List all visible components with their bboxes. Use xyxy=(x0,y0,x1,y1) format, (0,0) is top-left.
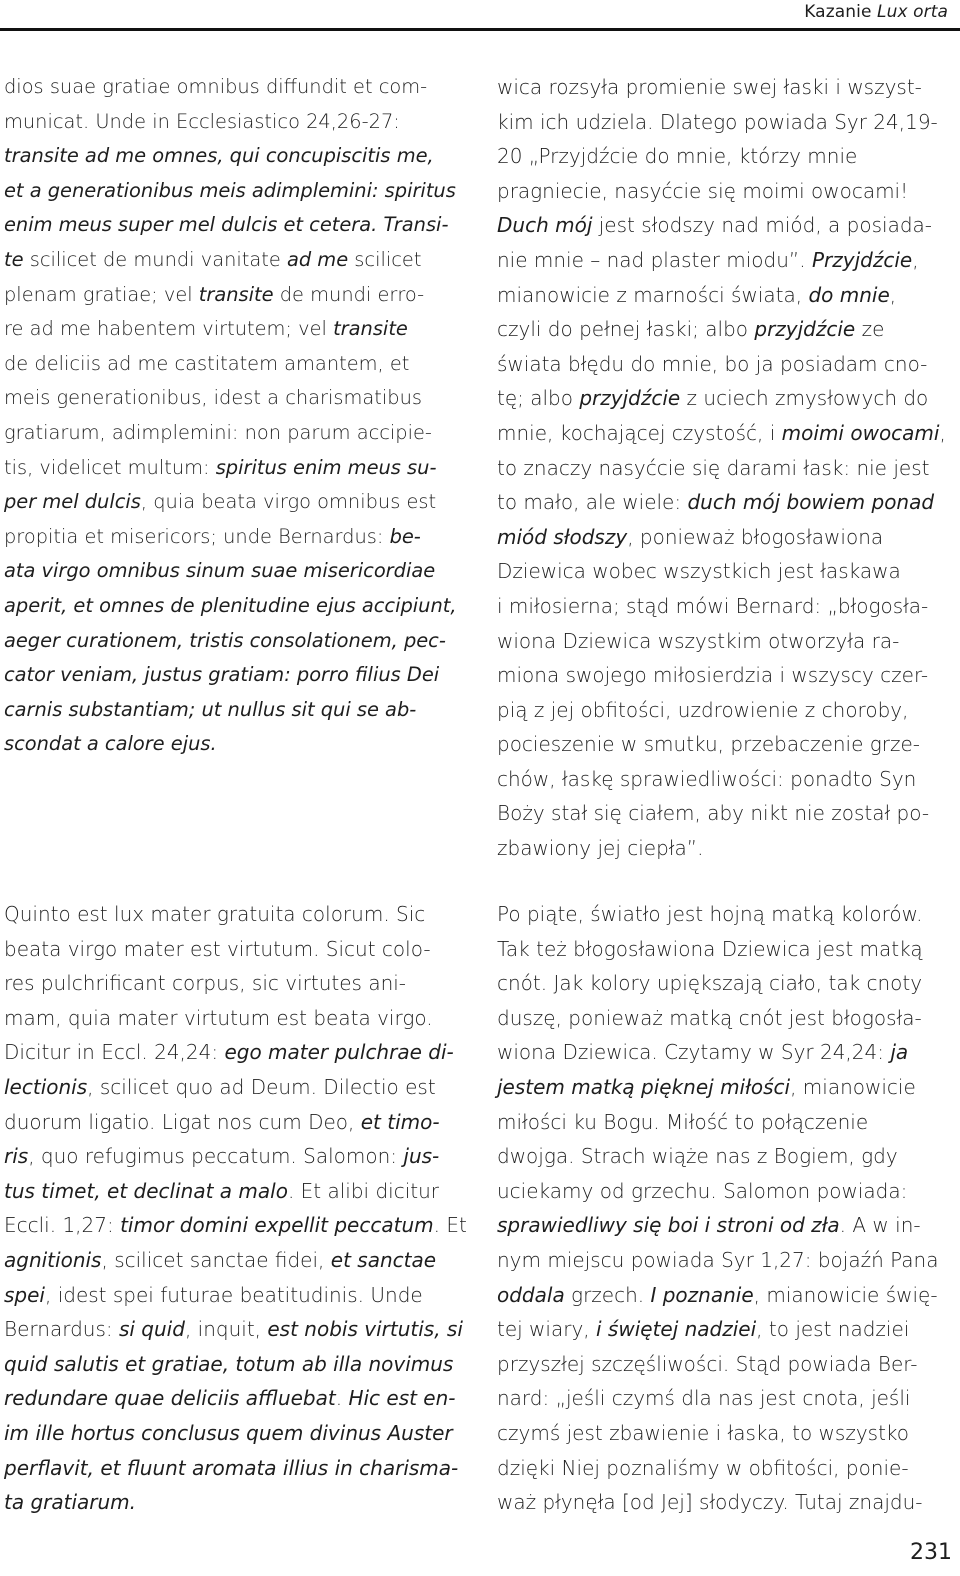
text-segment: Bernardus: xyxy=(4,1317,119,1342)
italic-segment: timor domini expellit peccatum xyxy=(120,1213,434,1238)
text-segment: dwojga. Strach wiąże nas z Bogiem, gdy xyxy=(497,1144,898,1169)
text-segment: . Et xyxy=(433,1213,467,1238)
text-segment: duorum ligatio. Ligat nos cum Deo, xyxy=(4,1109,361,1134)
text-segment: gratiarum, adimplemini: non parum accipie- xyxy=(4,420,432,444)
latin-column-2 xyxy=(4,897,474,1520)
text-segment: wiona Dziewica wszystkim otworzyła ra- xyxy=(497,628,900,653)
text-line xyxy=(497,278,957,313)
text-segment: propitia et misericors; unde Bernardus: xyxy=(4,524,390,548)
italic-segment: jus- xyxy=(403,1144,440,1169)
text-line xyxy=(4,897,474,932)
text-segment: mam, quia mater virtutum est beata virgo. xyxy=(4,1005,433,1030)
text-segment: res pulchrificant corpus, sic virtutes ani- xyxy=(4,971,407,996)
text-line xyxy=(497,105,957,140)
text-line xyxy=(497,966,957,1001)
text-segment: , quia beata virgo omnibus est xyxy=(140,490,437,514)
text-line xyxy=(497,174,957,209)
text-line xyxy=(497,554,957,589)
text-line xyxy=(4,70,474,105)
italic-segment: per mel dulcis xyxy=(4,490,141,514)
text-segment: , quo refugimus peccatum. Salomon: xyxy=(28,1144,404,1169)
text-segment: , xyxy=(889,282,897,307)
text-segment: z uciech zmysłowych do xyxy=(680,386,929,411)
text-line xyxy=(497,208,957,243)
text-segment: tej wiary, xyxy=(497,1317,597,1342)
italic-segment: transite ad me omnes, qui concupiscitis me, xyxy=(4,144,434,168)
text-line xyxy=(4,312,474,347)
text-line xyxy=(497,589,957,624)
text-line xyxy=(4,1347,474,1382)
text-line xyxy=(497,1485,957,1520)
text-segment: Dziewica wobec wszystkich jest łaskawa xyxy=(497,559,901,584)
text-line xyxy=(497,243,957,278)
text-segment: beata virgo mater est virtutum. Sicut colo- xyxy=(4,936,431,961)
italic-segment: sprawiedliwy się boi i stroni od zła xyxy=(497,1213,840,1238)
italic-segment: ris xyxy=(4,1144,29,1169)
text-line xyxy=(4,174,474,209)
italic-segment: quid salutis et gratiae, totum ab illa novimus xyxy=(4,1351,454,1376)
text-line xyxy=(4,278,474,313)
text-segment: mianowicie z marności świata, xyxy=(497,282,809,307)
text-line xyxy=(4,658,474,693)
text-line xyxy=(497,1001,957,1036)
text-line xyxy=(497,1243,957,1278)
text-line xyxy=(497,312,957,347)
italic-segment: enim meus super mel dulcis et cetera. Transi- xyxy=(4,213,449,237)
italic-segment: ata virgo omnibus sinum suae misericordiae xyxy=(4,559,436,583)
text-segment: municat. Unde in Ecclesiastico 24,26-27: xyxy=(4,109,400,133)
text-line xyxy=(4,381,474,416)
text-line xyxy=(4,1208,474,1243)
text-line xyxy=(4,1001,474,1036)
text-line xyxy=(4,1451,474,1486)
running-header xyxy=(804,2,948,22)
polish-column-2 xyxy=(497,897,957,1520)
text-segment: de mundi erro- xyxy=(273,282,425,306)
text-segment: to mało, ale wiele: xyxy=(497,490,688,515)
text-segment: , to jest nadziei xyxy=(756,1317,910,1342)
text-segment: , xyxy=(912,247,919,272)
latin-column-1 xyxy=(4,70,474,762)
text-line xyxy=(4,416,474,451)
page-number: 231 xyxy=(910,1540,952,1565)
text-segment: przyszłej szczęśliwości. Stąd powiada Ber- xyxy=(497,1351,918,1376)
text-line xyxy=(4,1139,474,1174)
italic-segment: Przyjdźcie xyxy=(812,247,913,272)
text-line xyxy=(4,589,474,624)
italic-segment: scondat a calore ejus. xyxy=(4,732,217,756)
text-line xyxy=(497,693,957,728)
text-line xyxy=(4,554,474,589)
header-rule xyxy=(0,28,960,31)
text-segment: grzech. xyxy=(564,1282,651,1307)
italic-segment: redundare quae deliciis affluebat xyxy=(4,1386,336,1411)
text-segment: . Et alibi dicitur xyxy=(287,1178,440,1203)
text-segment: scilicet xyxy=(348,247,422,271)
italic-segment: Duch mój xyxy=(497,213,593,238)
text-line xyxy=(497,1208,957,1243)
italic-segment: aeger curationem, tristis consolationem, pec- xyxy=(4,628,446,652)
text-segment: , inquit, xyxy=(184,1317,268,1342)
italic-segment: transite xyxy=(198,282,274,306)
text-segment: . xyxy=(335,1386,349,1411)
italic-segment: lectionis xyxy=(4,1074,88,1099)
text-segment: . A w in- xyxy=(839,1213,921,1238)
text-line xyxy=(497,70,957,105)
header-title-italic: Lux orta xyxy=(877,2,948,22)
text-segment: chów, łaskę sprawiedliwości: ponadto Syn xyxy=(497,766,917,791)
text-line xyxy=(497,485,957,520)
italic-segment: be- xyxy=(389,524,421,548)
text-segment: wica rozsyła promienie swej łaski i wszyst- xyxy=(497,75,922,99)
text-segment: dios suae gratiae omnibus diffundit et com- xyxy=(4,75,428,98)
text-line xyxy=(497,139,957,174)
text-segment: to znaczy nasyćcie się darami łask: nie jest xyxy=(497,455,930,480)
italic-segment: transite xyxy=(333,317,408,341)
text-line xyxy=(497,624,957,659)
italic-segment: przyjdźcie xyxy=(754,317,856,342)
text-line xyxy=(497,1451,957,1486)
text-segment: waż płynęła [od Jej] słodyczy. Tutaj znajdu- xyxy=(497,1490,923,1515)
italic-segment: aperit, et omnes de plenitudine ejus accipiunt, xyxy=(4,593,457,617)
text-line xyxy=(4,1174,474,1209)
text-line xyxy=(4,208,474,243)
text-segment: Eccli. 1,27: xyxy=(4,1213,121,1238)
italic-segment: i świętej nadziei xyxy=(596,1317,757,1342)
text-segment: pocieszenie w smutku, przebaczenie grze- xyxy=(497,732,921,757)
text-segment: mnie, kochającej czystość, i xyxy=(497,420,782,445)
italic-segment: im ille hortus conclusus quem divinus Auster xyxy=(4,1420,453,1445)
italic-segment: et timo- xyxy=(360,1109,440,1134)
text-line xyxy=(497,416,957,451)
text-segment: miłości ku Bogu. Miłość to połączenie xyxy=(497,1109,869,1134)
italic-segment: spiritus enim meus su- xyxy=(215,455,437,479)
text-line xyxy=(4,966,474,1001)
text-line xyxy=(497,1416,957,1451)
text-line xyxy=(4,243,474,278)
polish-column-1 xyxy=(497,70,957,866)
text-segment: uciekamy od grzechu. Salomon powiada: xyxy=(497,1178,908,1203)
text-segment: , ponieważ błogosławiona xyxy=(627,524,884,549)
text-line xyxy=(497,762,957,797)
text-segment: Po piąte, światło jest hojną matką kolorów. xyxy=(497,902,923,926)
text-line xyxy=(4,105,474,140)
text-segment: pragniecie, nasyćcie się moimi owocami! xyxy=(497,178,909,203)
text-segment: miona swojego miłosierdzia i wszyscy czer- xyxy=(497,663,929,688)
text-line xyxy=(4,1243,474,1278)
text-segment: de deliciis ad me castitatem amantem, et xyxy=(4,351,410,375)
text-segment: Dicitur in Eccl. 24,24: xyxy=(4,1040,225,1065)
text-segment: re ad me habentem virtutem; vel xyxy=(4,317,334,341)
text-segment: , scilicet sanctae fidei, xyxy=(101,1247,331,1272)
text-segment: , idest spei futurae beatitudinis. Unde xyxy=(44,1282,423,1307)
text-segment: wiona Dziewica. Czytamy w Syr 24,24: xyxy=(497,1040,891,1065)
text-line xyxy=(4,1035,474,1070)
italic-segment: przyjdźcie xyxy=(579,386,681,411)
text-line xyxy=(4,727,474,762)
text-segment: czymś jest zbawienie i łaska, to wszystko xyxy=(497,1420,910,1445)
italic-segment: ego mater pulchrae di- xyxy=(224,1040,454,1065)
text-line xyxy=(497,796,957,831)
text-line xyxy=(4,932,474,967)
text-line xyxy=(497,347,957,382)
text-line xyxy=(4,520,474,555)
text-line xyxy=(4,1105,474,1140)
italic-segment: oddala xyxy=(497,1282,565,1307)
text-segment: tę; albo xyxy=(497,386,580,411)
text-line xyxy=(497,831,957,866)
text-line xyxy=(497,932,957,967)
italic-segment: spei xyxy=(4,1282,45,1307)
text-segment: 20 „Przyjdźcie do mnie, którzy mnie xyxy=(497,144,858,169)
text-segment: nym miejscu powiada Syr 1,27: bojaźń Pana xyxy=(497,1247,939,1272)
text-line xyxy=(4,1070,474,1105)
italic-segment: duch mój bowiem ponad xyxy=(687,490,935,515)
text-line xyxy=(497,897,957,932)
text-line xyxy=(4,624,474,659)
text-line xyxy=(497,727,957,762)
text-line xyxy=(497,1139,957,1174)
italic-segment: ad me xyxy=(286,247,349,271)
italic-segment: perflavit, et fluunt aromata illius in charisma- xyxy=(4,1455,459,1480)
text-segment: Tak też błogosławiona Dziewica jest matką xyxy=(497,936,923,961)
text-segment: jest słodszy nad miód, a posiada- xyxy=(592,213,932,238)
italic-segment: moimi owocami xyxy=(781,420,940,445)
text-line xyxy=(4,1416,474,1451)
text-segment: cnót. Jak kolory upiększają ciało, tak cnoty xyxy=(497,971,923,996)
text-line xyxy=(4,1278,474,1313)
text-line xyxy=(4,451,474,486)
italic-segment: ja xyxy=(890,1040,909,1065)
italic-segment: te xyxy=(4,247,24,271)
text-line xyxy=(497,1312,957,1347)
text-line xyxy=(4,485,474,520)
text-segment: , scilicet quo ad Deum. Dilectio est xyxy=(87,1074,436,1099)
text-segment: pią z jej obfitości, uzdrowienie z choroby, xyxy=(497,697,909,722)
italic-segment: carnis substantiam; ut nullus sit qui se ab- xyxy=(4,697,417,721)
italic-segment: si quid xyxy=(118,1317,185,1342)
text-segment: i miłosierna; stąd mówi Bernard: „błogosła- xyxy=(497,593,929,618)
text-segment: , mianowicie świę- xyxy=(753,1282,938,1307)
italic-segment: est nobis virtutis, si xyxy=(267,1317,463,1342)
text-line xyxy=(497,1174,957,1209)
text-line xyxy=(497,451,957,486)
text-line xyxy=(4,1381,474,1416)
text-segment: , xyxy=(939,420,946,445)
text-line xyxy=(497,1278,957,1313)
italic-segment: do mnie xyxy=(808,282,890,307)
text-line xyxy=(497,1381,957,1416)
text-line xyxy=(4,1312,474,1347)
italic-segment: I poznanie xyxy=(650,1282,754,1307)
text-segment: ze xyxy=(855,317,885,342)
italic-segment: et sanctae xyxy=(330,1247,437,1272)
text-segment: scilicet de mundi vanitate xyxy=(23,247,287,271)
italic-segment: ta gratiarum. xyxy=(4,1490,137,1515)
text-segment: plenam gratiae; vel xyxy=(4,282,199,306)
text-line xyxy=(497,381,957,416)
text-segment: kim ich udziela. Dlatego powiada Syr 24,19- xyxy=(497,109,938,134)
italic-segment: agnitionis xyxy=(4,1247,102,1272)
text-segment: zbawiony jej ciepła”. xyxy=(497,836,704,861)
text-segment: Quinto est lux mater gratuita colorum. Sic xyxy=(4,902,426,926)
text-line xyxy=(497,1347,957,1382)
text-segment: , mianowicie xyxy=(790,1074,916,1099)
text-line xyxy=(497,658,957,693)
text-segment: nie mnie – nad plaster miodu”. xyxy=(497,247,812,272)
text-segment: nard: „jeśli czymś dla nas jest cnota, jeśli xyxy=(497,1386,911,1411)
text-segment: meis generationibus, idest a charismatibus xyxy=(4,386,422,410)
text-line xyxy=(497,1070,957,1105)
text-segment: tis, videlicet multum: xyxy=(4,455,216,479)
italic-segment: jestem matką pięknej miłości xyxy=(497,1074,791,1099)
text-line xyxy=(497,1035,957,1070)
italic-segment: tus timet, et declinat a malo xyxy=(4,1178,288,1203)
text-line xyxy=(4,1485,474,1520)
italic-segment: miód słodszy xyxy=(497,524,628,549)
text-line xyxy=(497,520,957,555)
text-segment: dzięki Niej poznaliśmy w obfitości, ponie- xyxy=(497,1455,909,1480)
text-segment: duszę, ponieważ matką cnót jest błogosła- xyxy=(497,1005,922,1030)
italic-segment: Hic est en- xyxy=(348,1386,456,1411)
text-line xyxy=(4,139,474,174)
italic-segment: cator veniam, justus gratiam: porro filius Dei xyxy=(4,663,440,687)
text-segment: Boży stał się ciałem, aby nikt nie został po- xyxy=(497,801,930,826)
text-line xyxy=(497,1105,957,1140)
header-text: Kazanie xyxy=(804,2,878,22)
text-line xyxy=(4,347,474,382)
text-line xyxy=(4,693,474,728)
text-segment: świata błędu do mnie, bo ja posiadam cno- xyxy=(497,351,928,376)
italic-segment: et a generationibus meis adimplemini: spiritus xyxy=(4,178,456,202)
text-segment: czyli do pełnej łaski; albo xyxy=(497,317,755,342)
